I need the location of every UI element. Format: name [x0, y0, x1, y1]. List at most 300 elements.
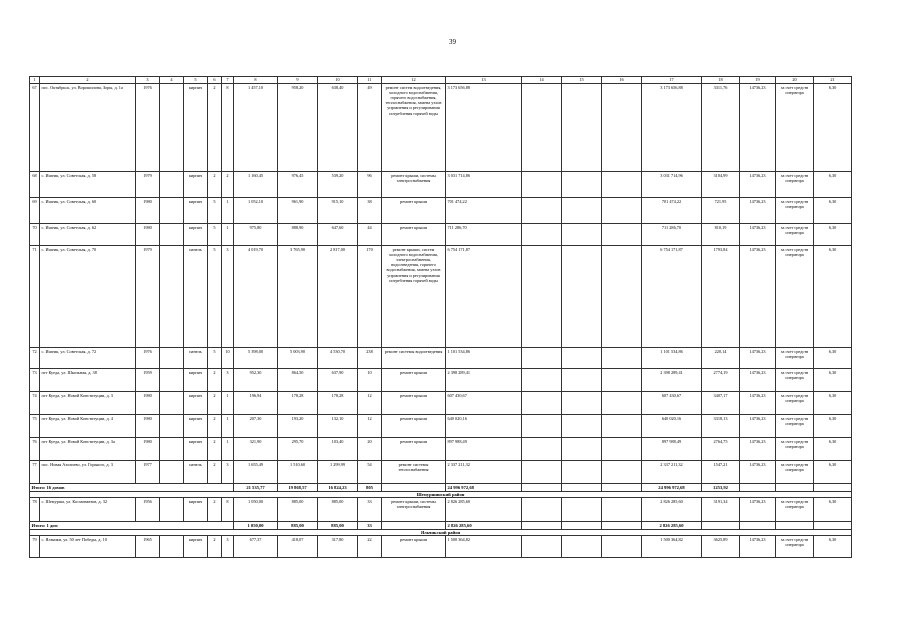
empty-cell — [562, 84, 602, 172]
empty-cell — [160, 246, 184, 348]
limit-cell: 14736,23 — [740, 369, 776, 392]
floors-cell: 5 — [208, 348, 222, 369]
limit-cell: 14736,23 — [740, 246, 776, 348]
row-number: 71 — [30, 246, 40, 348]
empty-cell — [602, 536, 642, 558]
floors-cell: 2 — [208, 438, 222, 461]
unit-cost-cell: 810,19 — [702, 224, 740, 246]
floors-cell: 5 — [208, 246, 222, 348]
owned-area-cell: 638,40 — [318, 84, 358, 172]
funding-source-cell: за счет средств оператора — [776, 348, 814, 369]
address-cell: пгт Куеда, ул. Новой Конституции, д. 3а — [40, 438, 136, 461]
funding-source-cell: за счет средств оператора — [776, 498, 814, 522]
table-row — [30, 498, 852, 522]
cost-cell: 640 020,16 — [446, 415, 522, 438]
floors-cell: 2 — [208, 369, 222, 392]
year-cell: 1976 — [136, 84, 160, 172]
address-cell: с. Ишеик, ул. Советская, д. 70 — [40, 246, 136, 348]
total-row — [30, 522, 852, 530]
total-area-cell: 1 457,10 — [234, 84, 278, 172]
empty-cell — [562, 461, 602, 484]
empty-cell — [776, 522, 814, 530]
column-number: 7 — [222, 77, 234, 84]
total-cost-cell: 1 500 364,82 — [642, 536, 702, 558]
empty-cell — [522, 536, 562, 558]
unit-cost-cell: 3407,17 — [702, 392, 740, 415]
living-area-cell: 3 765,90 — [278, 246, 318, 348]
owned-area-cell: 637,90 — [318, 369, 358, 392]
owned-area-cell: 885,00 — [318, 522, 358, 530]
empty-cell — [562, 246, 602, 348]
empty-cell — [160, 84, 184, 172]
unit-cost-cell: 1253,92 — [702, 484, 740, 492]
residents-cell: 12 — [358, 392, 382, 415]
unit-cost-cell: 3104,99 — [702, 172, 740, 198]
owned-area-cell: 1 299,99 — [318, 461, 358, 484]
total-cost-cell: 897 988,49 — [642, 438, 702, 461]
limit-cell: 14736,23 — [740, 172, 776, 198]
term-cell: 6,30 — [814, 172, 852, 198]
year-cell: 1959 — [136, 369, 160, 392]
row-number: 70 — [30, 224, 40, 246]
term-cell: 6,30 — [814, 198, 852, 224]
total-cost-cell: 2 826 285,60 — [642, 498, 702, 522]
material-cell: кирпич — [184, 224, 208, 246]
floors-cell: 2 — [208, 172, 222, 198]
year-cell: 1956 — [136, 498, 160, 522]
term-cell: 6,30 — [814, 536, 852, 558]
column-number: 6 — [208, 77, 222, 84]
cost-cell: 607 430,67 — [446, 392, 522, 415]
empty-cell — [160, 498, 184, 522]
owned-area-cell: 915,10 — [318, 198, 358, 224]
total-cost-cell: 6 754 171,87 — [642, 246, 702, 348]
term-cell: 6,30 — [814, 415, 852, 438]
cost-cell: 897 988,49 — [446, 438, 522, 461]
empty-cell — [522, 198, 562, 224]
year-cell: 1979 — [136, 172, 160, 198]
floors-cell: 2 — [208, 498, 222, 522]
column-number: 16 — [602, 77, 642, 84]
entrances-cell: 1 — [222, 415, 234, 438]
address-cell: пгт Куеда, ул. Новой Конституции, д. 4 — [40, 415, 136, 438]
total-area-cell: 207,30 — [234, 415, 278, 438]
limit-cell: 14736,23 — [740, 536, 776, 558]
unit-cost-cell: 220,14 — [702, 348, 740, 369]
empty-cell — [160, 224, 184, 246]
owned-area-cell: 647,60 — [318, 224, 358, 246]
empty-cell — [814, 484, 852, 492]
column-number: 8 — [234, 77, 278, 84]
empty-cell — [562, 415, 602, 438]
residents-cell: 12 — [358, 415, 382, 438]
table-row — [30, 369, 852, 392]
empty-cell — [522, 224, 562, 246]
empty-cell — [562, 498, 602, 522]
total-area-cell: 1 050,00 — [234, 498, 278, 522]
empty-cell — [522, 172, 562, 198]
funding-source-cell: за счет средств оператора — [776, 392, 814, 415]
living-area-cell: 19 868,57 — [278, 484, 318, 492]
total-area-cell: 677,37 — [234, 536, 278, 558]
empty-cell — [602, 461, 642, 484]
row-number: 68 — [30, 172, 40, 198]
work-type-cell: ремонт крыши — [382, 536, 446, 558]
row-number: 79 — [30, 536, 40, 558]
column-number: 15 — [562, 77, 602, 84]
floors-cell: 2 — [208, 392, 222, 415]
material-cell: панель — [184, 348, 208, 369]
empty-cell — [602, 392, 642, 415]
empty-cell — [160, 392, 184, 415]
table-row — [30, 415, 852, 438]
empty-cell — [562, 536, 602, 558]
column-number: 4 — [160, 77, 184, 84]
empty-cell — [522, 484, 562, 492]
floors-cell: 2 — [208, 84, 222, 172]
empty-cell — [522, 369, 562, 392]
entrances-cell: 1 — [222, 198, 234, 224]
empty-cell — [602, 438, 642, 461]
empty-cell — [814, 522, 852, 530]
limit-cell: 14736,23 — [740, 198, 776, 224]
column-number: 14 — [522, 77, 562, 84]
work-type-cell: ремонт крыши — [382, 369, 446, 392]
residents-cell: 805 — [358, 484, 382, 492]
material-cell: панель — [184, 461, 208, 484]
material-cell: кирпич — [184, 498, 208, 522]
entrances-cell: 3 — [222, 246, 234, 348]
row-number: 67 — [30, 84, 40, 172]
cost-cell: 701 474,22 — [446, 198, 522, 224]
column-number: 5 — [184, 77, 208, 84]
empty-cell — [562, 198, 602, 224]
empty-cell — [160, 415, 184, 438]
column-number: 10 — [318, 77, 358, 84]
empty-cell — [160, 438, 184, 461]
column-number: 12 — [382, 77, 446, 84]
residents-cell: 96 — [358, 172, 382, 198]
material-cell: панель — [184, 246, 208, 348]
living-area-cell: 961,90 — [278, 198, 318, 224]
entrances-cell: 10 — [222, 348, 234, 369]
total-cost-cell: 1 101 534,86 — [642, 348, 702, 369]
total-area-cell: 1 160,45 — [234, 172, 278, 198]
floors-cell: 2 — [208, 536, 222, 558]
table-row — [30, 392, 852, 415]
limit-cell: 14736,23 — [740, 438, 776, 461]
table-row — [30, 172, 852, 198]
entrances-cell: 8 — [222, 498, 234, 522]
residents-cell: 49 — [358, 84, 382, 172]
funding-source-cell: за счет средств оператора — [776, 224, 814, 246]
entrances-cell: 1 — [222, 438, 234, 461]
column-number: 3 — [136, 77, 160, 84]
address-cell: пгт Куеда, ул. Новой Конституции, д. 3 — [40, 392, 136, 415]
empty-cell — [602, 498, 642, 522]
empty-cell — [602, 415, 642, 438]
term-cell: 6,30 — [814, 392, 852, 415]
table-row — [30, 246, 852, 348]
living-area-cell: 5 003,90 — [278, 348, 318, 369]
owned-area-cell: 132,10 — [318, 415, 358, 438]
unit-cost-cell: 2774,19 — [702, 369, 740, 392]
term-cell: 6,30 — [814, 246, 852, 348]
living-area-cell: 418,07 — [278, 536, 318, 558]
total-area-cell: 952,30 — [234, 369, 278, 392]
material-cell: кирпич — [184, 415, 208, 438]
total-label: Итого: 16 домов — [30, 484, 234, 492]
empty-cell — [160, 461, 184, 484]
total-cost-cell: 607 430,67 — [642, 392, 702, 415]
total-area-cell: 1 655,49 — [234, 461, 278, 484]
material-cell: кирпич — [184, 172, 208, 198]
row-number: 76 — [30, 438, 40, 461]
cost-cell: 2 826 285,60 — [446, 522, 522, 530]
cost-cell: 3 173 656,88 — [446, 84, 522, 172]
living-area-cell: 1 510,60 — [278, 461, 318, 484]
column-number: 21 — [814, 77, 852, 84]
unit-cost-cell: 721,95 — [702, 198, 740, 224]
owned-area-cell: 4 530,70 — [318, 348, 358, 369]
term-cell: 6,30 — [814, 84, 852, 172]
entrances-cell: 3 — [222, 461, 234, 484]
work-type-cell: ремонт крыши, системы электроснабжения — [382, 172, 446, 198]
empty-cell — [522, 461, 562, 484]
total-area-cell: 21 535,77 — [234, 484, 278, 492]
empty-cell — [522, 348, 562, 369]
funding-source-cell: за счет средств оператора — [776, 415, 814, 438]
row-number: 75 — [30, 415, 40, 438]
total-area-cell: 975,80 — [234, 224, 278, 246]
empty-cell — [522, 415, 562, 438]
row-number: 77 — [30, 461, 40, 484]
term-cell: 6,30 — [814, 461, 852, 484]
owned-area-cell: 16 824,23 — [318, 484, 358, 492]
unit-cost-cell: 3311,76 — [702, 84, 740, 172]
work-type-cell: ремонт крыши — [382, 415, 446, 438]
owned-area-cell: 2 817,00 — [318, 246, 358, 348]
empty-cell — [522, 84, 562, 172]
total-area-cell: 1 052,10 — [234, 198, 278, 224]
term-cell: 6,30 — [814, 369, 852, 392]
page-number: 39 — [449, 38, 456, 46]
empty-cell — [562, 224, 602, 246]
funding-source-cell: за счет средств оператора — [776, 369, 814, 392]
unit-cost-cell: 1793,84 — [702, 246, 740, 348]
column-number: 11 — [358, 77, 382, 84]
total-label: Итого: 1 дом — [30, 522, 234, 530]
empty-cell — [522, 522, 562, 530]
material-cell: кирпич — [184, 438, 208, 461]
cost-cell: 711 286,70 — [446, 224, 522, 246]
empty-cell — [160, 348, 184, 369]
empty-cell — [602, 84, 642, 172]
address-cell: с. Яльчики, ул. 50 лет Победы, д. 10 — [40, 536, 136, 558]
term-cell: 6,30 — [814, 498, 852, 522]
empty-cell — [522, 498, 562, 522]
address-cell: с. Шемурша, ул. Космонавтов, д. 32 — [40, 498, 136, 522]
residents-cell: 33 — [358, 498, 382, 522]
empty-cell — [562, 522, 602, 530]
total-cost-cell: 711 286,70 — [642, 224, 702, 246]
limit-cell: 14736,23 — [740, 461, 776, 484]
living-area-cell: 976,45 — [278, 172, 318, 198]
residents-cell: 170 — [358, 246, 382, 348]
address-cell: пгт Куеда, ул. Школьная, д. 38 — [40, 369, 136, 392]
row-number: 74 — [30, 392, 40, 415]
owned-area-cell: 317,80 — [318, 536, 358, 558]
total-cost-cell: 2 826 285,60 — [642, 522, 702, 530]
funding-source-cell: за счет средств оператора — [776, 172, 814, 198]
total-cost-cell: 3 173 656,88 — [642, 84, 702, 172]
funding-source-cell: за счет средств оператора — [776, 438, 814, 461]
residents-cell: 20 — [358, 438, 382, 461]
term-cell: 6,30 — [814, 438, 852, 461]
work-type-cell: ремонт крыши, систем холодного водоснабжения, электроснабжения, водоотведения, горячего водоснабжения, замена узлов управления и регулирования потребления горячей воды — [382, 246, 446, 348]
living-area-cell: 885,00 — [278, 498, 318, 522]
total-cost-cell: 640 020,16 — [642, 415, 702, 438]
owned-area-cell: 103,40 — [318, 438, 358, 461]
limit-cell: 14736,23 — [740, 224, 776, 246]
empty-cell — [160, 198, 184, 224]
total-cost-cell: 24 996 972,68 — [642, 484, 702, 492]
year-cell: 1980 — [136, 438, 160, 461]
district-name: Шемуршинский район — [30, 492, 852, 498]
residents-cell: 33 — [358, 522, 382, 530]
funding-source-cell: за счет средств оператора — [776, 246, 814, 348]
cost-cell: 1 101 534,86 — [446, 348, 522, 369]
limit-cell: 14736,23 — [740, 415, 776, 438]
table-row — [30, 84, 852, 172]
funding-source-cell: за счет средств оператора — [776, 461, 814, 484]
residents-cell: 22 — [358, 536, 382, 558]
empty-cell — [382, 484, 446, 492]
owned-area-cell: 178,28 — [318, 392, 358, 415]
total-area-cell: 1 050,00 — [234, 522, 278, 530]
limit-cell: 14736,23 — [740, 84, 776, 172]
column-number: 19 — [740, 77, 776, 84]
district-name: Яльчикский район — [30, 530, 852, 536]
empty-cell — [522, 392, 562, 415]
work-type-cell: ремонт крыши — [382, 392, 446, 415]
residents-cell: 238 — [358, 348, 382, 369]
year-cell: 1979 — [136, 246, 160, 348]
work-type-cell: ремонт системы теплоснабжения — [382, 461, 446, 484]
empty-cell — [562, 172, 602, 198]
work-type-cell: ремонт системы водоотведения — [382, 348, 446, 369]
empty-cell — [740, 484, 776, 492]
cost-cell: 6 754 171,87 — [446, 246, 522, 348]
unit-cost-cell: 1547,21 — [702, 461, 740, 484]
cost-cell: 2 337 211,32 — [446, 461, 522, 484]
address-cell: с. Ишеик, ул. Советская, д. 60 — [40, 198, 136, 224]
cost-cell: 24 996 972,68 — [446, 484, 522, 492]
funding-source-cell: за счет средств оператора — [776, 536, 814, 558]
empty-cell — [602, 198, 642, 224]
total-area-cell: 4 019,70 — [234, 246, 278, 348]
column-number: 20 — [776, 77, 814, 84]
living-area-cell: 295,70 — [278, 438, 318, 461]
column-number: 9 — [278, 77, 318, 84]
floors-cell: 2 — [208, 415, 222, 438]
repair-program-table — [29, 76, 852, 558]
year-cell: 1976 — [136, 348, 160, 369]
table-row — [30, 224, 852, 246]
entrances-cell: 8 — [222, 84, 234, 172]
total-row — [30, 484, 852, 492]
table-row — [30, 536, 852, 558]
work-type-cell: ремонт крыши — [382, 224, 446, 246]
limit-cell: 14736,23 — [740, 348, 776, 369]
floors-cell: 2 — [208, 461, 222, 484]
address-cell: пос. Октябрьск, ул. Ворошилова, Зоры, д. 1а — [40, 84, 136, 172]
material-cell: кирпич — [184, 84, 208, 172]
year-cell: 1980 — [136, 415, 160, 438]
living-area-cell: 193,20 — [278, 415, 318, 438]
address-cell: с. Ишеик, ул. Советская, д. 72 — [40, 348, 136, 369]
work-type-cell: ремонт систем водоотведения, холодного водоснабжения, горячего водоснабжения, теплоснабжения, замена узлов управления и регулирования потребления горячей воды — [382, 84, 446, 172]
total-area-cell: 5 398,00 — [234, 348, 278, 369]
column-number: 13 — [446, 77, 522, 84]
table-row — [30, 438, 852, 461]
total-area-cell: 196,94 — [234, 392, 278, 415]
empty-cell — [602, 224, 642, 246]
total-cost-cell: 701 474,22 — [642, 198, 702, 224]
owned-area-cell: 539,20 — [318, 172, 358, 198]
limit-cell: 14736,23 — [740, 498, 776, 522]
column-number-row — [30, 77, 852, 84]
total-cost-cell: 2 398 289,41 — [642, 369, 702, 392]
empty-cell — [602, 522, 642, 530]
year-cell: 1980 — [136, 198, 160, 224]
limit-cell: 14736,23 — [740, 392, 776, 415]
living-area-cell: 885,00 — [278, 522, 318, 530]
work-type-cell: ремонт крыши, системы электроснабжения — [382, 498, 446, 522]
unit-cost-cell: 3191,34 — [702, 498, 740, 522]
empty-cell — [602, 348, 642, 369]
column-number: 1 — [30, 77, 40, 84]
owned-area-cell: 885,00 — [318, 498, 358, 522]
entrances-cell: 1 — [222, 392, 234, 415]
cost-cell: 2 826 285,60 — [446, 498, 522, 522]
empty-cell — [562, 438, 602, 461]
empty-cell — [160, 369, 184, 392]
unit-cost-cell — [702, 522, 740, 530]
year-cell: 1980 — [136, 224, 160, 246]
total-cost-cell: 3 031 714,96 — [642, 172, 702, 198]
empty-cell — [562, 392, 602, 415]
table-row — [30, 461, 852, 484]
address-cell: с. Ишеик, ул. Советская, д. 58 — [40, 172, 136, 198]
empty-cell — [776, 484, 814, 492]
table-row — [30, 348, 852, 369]
empty-cell — [522, 246, 562, 348]
year-cell: 1965 — [136, 536, 160, 558]
empty-cell — [602, 484, 642, 492]
cost-cell: 3 031 714,86 — [446, 172, 522, 198]
cost-cell: 1 500 364,82 — [446, 536, 522, 558]
residents-cell: 44 — [358, 224, 382, 246]
funding-source-cell: за счет средств оператора — [776, 84, 814, 172]
empty-cell — [160, 172, 184, 198]
address-cell: пос. Новая Азолиево, ул. Горького, д. 3 — [40, 461, 136, 484]
unit-cost-cell: 3625,89 — [702, 536, 740, 558]
material-cell: кирпич — [184, 536, 208, 558]
year-cell: 1980 — [136, 392, 160, 415]
empty-cell — [602, 246, 642, 348]
work-type-cell: ремонт крыши — [382, 198, 446, 224]
